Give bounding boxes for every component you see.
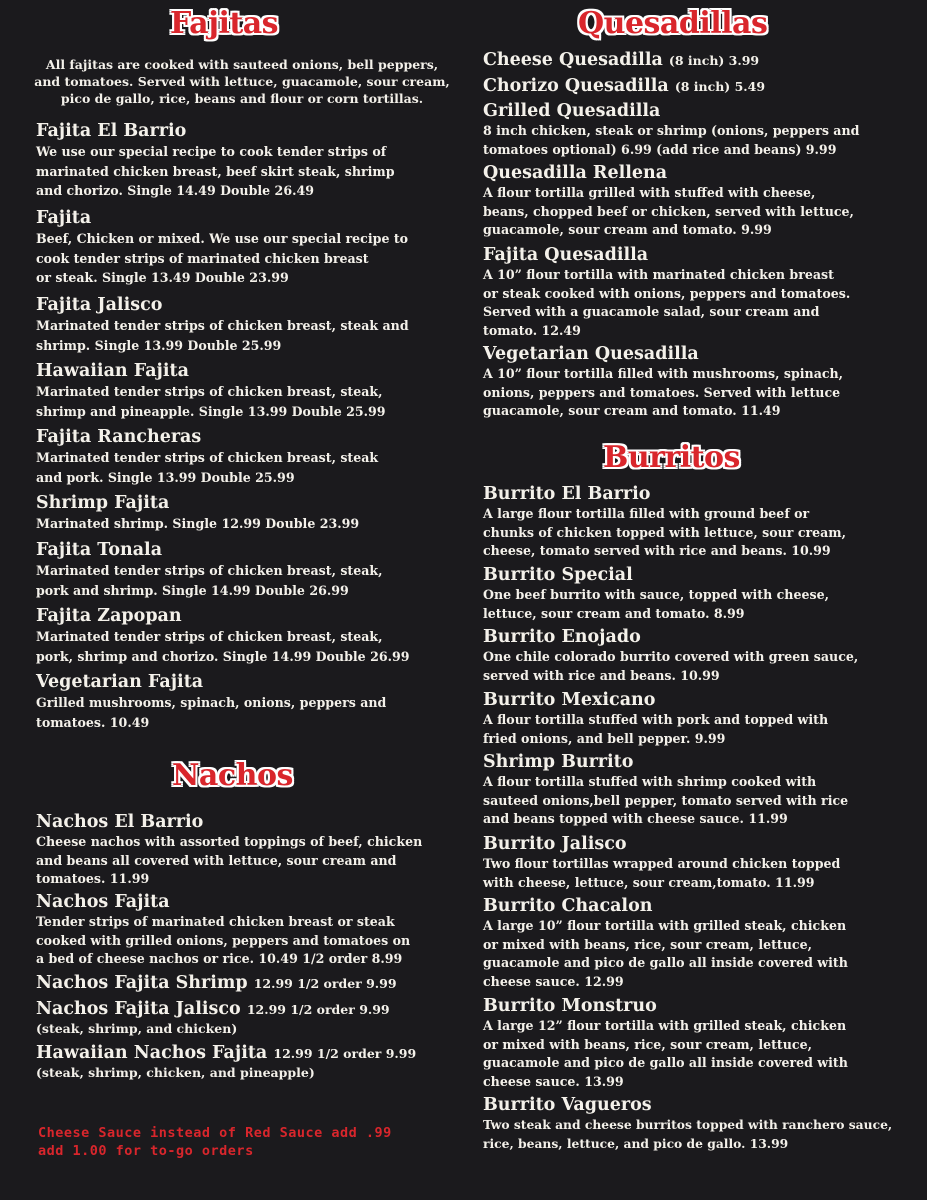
item-name bbox=[36, 973, 397, 994]
item-price: 12.99 1/2 order 9.99 bbox=[273, 1046, 417, 1061]
item-name: Quesadilla Rellena bbox=[483, 163, 668, 183]
item-title: Chorizo Quesadilla bbox=[483, 76, 669, 96]
menu-item bbox=[483, 76, 765, 97]
menu-item bbox=[483, 752, 848, 829]
item-name: Vegetarian Quesadilla bbox=[483, 344, 699, 364]
item-name bbox=[483, 50, 759, 71]
item-desc: (steak, shrimp, chicken, and pineapple) bbox=[36, 1065, 315, 1080]
menu-item bbox=[36, 999, 390, 1037]
item-name bbox=[36, 999, 390, 1020]
fajitas-title: Fajitas bbox=[170, 6, 279, 41]
item-desc: A large 10” flour tortilla with grilled steak, chicken or mixed with beans, rice, sour cream, lettuce, guacamole and pico de gallo all inside covered with cheese sauce. 12.99 bbox=[483, 918, 848, 989]
item-name: Fajita Jalisco bbox=[36, 295, 163, 315]
item-name: Fajita bbox=[36, 208, 92, 228]
menu-item bbox=[36, 672, 386, 732]
item-desc: Two flour tortillas wrapped around chicken topped with cheese, lettuce, sour cream,tomato. 11.99 bbox=[483, 856, 841, 890]
menu-item bbox=[36, 973, 397, 994]
menu-item bbox=[36, 208, 408, 288]
item-price: (8 inch) 3.99 bbox=[668, 53, 760, 68]
item-desc: Beef, Chicken or mixed. We use our special recipe to cook tender strips of marinated chicken breast or steak. Single 13.49 Double 23.99 bbox=[36, 231, 409, 285]
item-desc: (steak, shrimp, and chicken) bbox=[36, 1021, 238, 1036]
menu-item bbox=[483, 834, 840, 892]
quesadillas-title: Quesadillas bbox=[578, 6, 768, 41]
item-name: Grilled Quesadilla bbox=[483, 101, 661, 121]
item-desc: Cheese nachos with assorted toppings of beef, chicken and beans all covered with lettuce, sour cream and tomatoes. 11.99 bbox=[36, 834, 423, 886]
menu-item bbox=[483, 163, 854, 240]
item-name: Burrito Monstruo bbox=[483, 996, 657, 1016]
burritos-title: Burritos bbox=[603, 440, 740, 475]
item-desc: A flour tortilla stuffed with shrimp cooked with sauteed onions,bell pepper, tomato served with rice and beans topped with cheese sauce. 11.99 bbox=[483, 774, 849, 826]
fajitas-intro-text: All fajitas are cooked with sauteed onions, bell peppers, and tomatoes. Served with lettuce, guacamole, sour cream, pico de gallo, rice, beans and flour or corn tortillas. bbox=[34, 57, 450, 106]
item-name: Burrito Jalisco bbox=[483, 834, 627, 854]
item-desc: One beef burrito with sauce, topped with cheese, lettuce, sour cream and tomato. 8.99 bbox=[483, 587, 829, 621]
item-desc: A large 12” flour tortilla with grilled steak, chicken or mixed with beans, rice, sour cream, lettuce, guacamole and pico de gallo all inside covered with cheese sauce. 13.99 bbox=[483, 1018, 848, 1089]
item-name: Hawaiian Fajita bbox=[36, 361, 189, 381]
item-price: 12.99 1/2 order 9.99 bbox=[253, 976, 397, 991]
menu-item bbox=[483, 690, 828, 748]
item-desc: A flour tortilla stuffed with pork and topped with fried onions, and bell pepper. 9.99 bbox=[483, 712, 829, 746]
footer-line-cheese-sauce: Cheese Sauce instead of Red Sauce add .99 bbox=[38, 1125, 392, 1141]
item-desc: A 10” flour tortilla filled with mushrooms, spinach, onions, peppers and tomatoes. Served with lettuce guacamole, sour cream and tomato. 11.49 bbox=[483, 366, 844, 418]
item-desc: Tender strips of marinated chicken breast or steak cooked with grilled onions, peppers and tomatoes on a bed of cheese nachos or rice. 10.49 1/2 order 8.99 bbox=[36, 914, 411, 966]
menu-item bbox=[483, 245, 850, 340]
item-name: Fajita Rancheras bbox=[36, 427, 202, 447]
menu-item bbox=[483, 101, 859, 159]
item-desc: One chile colorado burrito covered with green sauce, served with rice and beans. 10.99 bbox=[483, 649, 859, 683]
item-desc: We use our special recipe to cook tender strips of marinated chicken breast, beef skirt steak, shrimp and chorizo. Single 14.49 Double 26.49 bbox=[36, 144, 395, 198]
item-title: Nachos Fajita Jalisco bbox=[36, 999, 241, 1019]
menu-item bbox=[483, 627, 858, 685]
footer-line-to-go: add 1.00 for to-go orders bbox=[38, 1143, 254, 1159]
item-name: Burrito Mexicano bbox=[483, 690, 656, 710]
item-title: Cheese Quesadilla bbox=[483, 50, 663, 70]
item-desc: Marinated tender strips of chicken breast, steak, shrimp and pineapple. Single 13.99 Double 25.99 bbox=[36, 384, 386, 419]
item-price: 12.99 1/2 order 9.99 bbox=[246, 1002, 390, 1017]
menu-item bbox=[483, 896, 848, 991]
item-desc: Marinated shrimp. Single 12.99 Double 23.99 bbox=[36, 516, 360, 531]
item-name: Fajita Quesadilla bbox=[483, 245, 649, 265]
item-name: Nachos El Barrio bbox=[36, 812, 204, 832]
item-name: Vegetarian Fajita bbox=[36, 672, 204, 692]
item-desc: Grilled mushrooms, spinach, onions, peppers and tomatoes. 10.49 bbox=[36, 695, 387, 730]
footer-note bbox=[38, 1124, 392, 1160]
menu-item bbox=[483, 344, 843, 421]
item-name: Burrito Enojado bbox=[483, 627, 641, 647]
item-name: Burrito Chacalon bbox=[483, 896, 653, 916]
item-name: Shrimp Burrito bbox=[483, 752, 634, 772]
item-name: Burrito Special bbox=[483, 565, 633, 585]
menu-item bbox=[36, 892, 410, 969]
item-name: Burrito El Barrio bbox=[483, 484, 651, 504]
item-title: Nachos Fajita Shrimp bbox=[36, 973, 248, 993]
item-desc: A 10” flour tortilla with marinated chicken breast or steak cooked with onions, peppers and tomatoes. Served with a guacamole salad, sour cream and tomato. 12.49 bbox=[483, 267, 851, 338]
menu-item bbox=[483, 484, 846, 561]
item-price: (8 inch) 5.49 bbox=[674, 79, 766, 94]
item-desc: Marinated tender strips of chicken breast, steak and pork. Single 13.99 Double 25.99 bbox=[36, 450, 379, 485]
menu-item bbox=[36, 540, 383, 600]
item-name bbox=[483, 76, 765, 97]
menu-item bbox=[36, 1043, 416, 1081]
item-title: Hawaiian Nachos Fajita bbox=[36, 1043, 268, 1063]
item-name: Fajita Zapopan bbox=[36, 606, 182, 626]
menu-item bbox=[36, 121, 395, 201]
menu-item bbox=[36, 295, 409, 355]
menu-item bbox=[36, 606, 410, 666]
item-desc: A flour tortilla grilled with stuffed with cheese, beans, chopped beef or chicken, served with lettuce, guacamole, sour cream and tomato. 9.99 bbox=[483, 185, 854, 237]
item-name bbox=[36, 1043, 416, 1064]
item-name: Fajita El Barrio bbox=[36, 121, 187, 141]
item-desc: Marinated tender strips of chicken breast, steak, pork and shrimp. Single 14.99 Double 26.99 bbox=[36, 563, 383, 598]
menu-item bbox=[36, 812, 422, 889]
item-desc: A large flour tortilla filled with ground beef or chunks of chicken topped with lettuce, sour cream, cheese, tomato served with rice and beans. 10.99 bbox=[483, 506, 846, 558]
menu-item bbox=[483, 1095, 892, 1153]
menu-item bbox=[36, 427, 378, 487]
menu-item bbox=[483, 996, 848, 1091]
item-name: Shrimp Fajita bbox=[36, 493, 170, 513]
menu-item bbox=[36, 361, 386, 421]
item-name: Burrito Vagueros bbox=[483, 1095, 652, 1115]
fajitas-intro bbox=[32, 56, 452, 107]
menu-item bbox=[483, 50, 759, 71]
menu-item bbox=[483, 565, 829, 623]
menu-item bbox=[36, 493, 359, 534]
item-desc: Two steak and cheese burritos topped with ranchero sauce, rice, beans, lettuce, and pico de gallo. 13.99 bbox=[483, 1117, 893, 1151]
item-name: Nachos Fajita bbox=[36, 892, 170, 912]
nachos-title: Nachos bbox=[172, 758, 293, 793]
item-name: Fajita Tonala bbox=[36, 540, 163, 560]
item-desc: Marinated tender strips of chicken breast, steak and shrimp. Single 13.99 Double 25.99 bbox=[36, 318, 409, 353]
item-desc: 8 inch chicken, steak or shrimp (onions, peppers and tomatoes optional) 6.99 (add rice and beans) 9.99 bbox=[483, 123, 860, 157]
item-desc: Marinated tender strips of chicken breast, steak, pork, shrimp and chorizo. Single 14.99 Double 26.99 bbox=[36, 629, 410, 664]
